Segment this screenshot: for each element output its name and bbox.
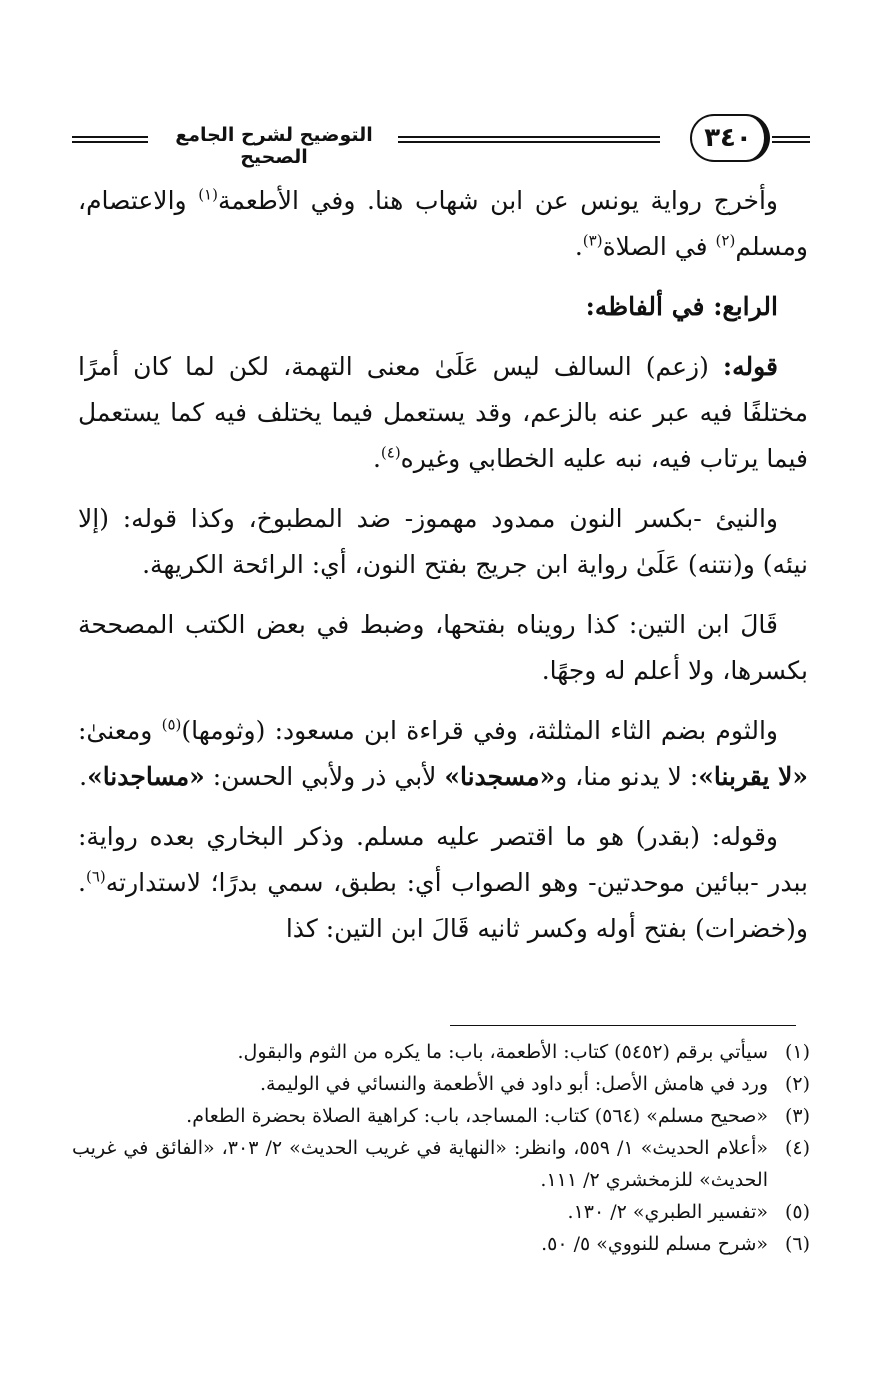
lead-word: قوله: — [722, 352, 778, 381]
footnote-text: ورد في هامش الأصل: أبو داود في الأطعمة والنسائي في الوليمة. — [260, 1073, 768, 1095]
footnote-number: (٣) — [784, 1105, 810, 1127]
footnote-ref-6[interactable]: (٦) — [85, 867, 106, 886]
footnote-ref-4[interactable]: (٤) — [380, 443, 401, 462]
footnote-text: «شرح مسلم للنووي» ٥/ ٥٠. — [541, 1233, 768, 1255]
footnote-item — [72, 1132, 810, 1196]
text-run: والثوم بضم الثاء المثلثة، وفي قراءة ابن مسعود: (وثومها) — [181, 716, 778, 745]
paragraph-6 — [78, 814, 808, 952]
paragraph-3: والنيئ -بكسر النون ممدود مهموز- ضد المطبوخ، وكذا قوله: (إلا نيئه) و(نتنه) عَلَىٰ رواية ابن جريج بفتح النون، أي: الرائحة الكريهة. — [78, 504, 808, 579]
footnote-number: (٥) — [784, 1201, 810, 1223]
text-run: : لا يدنو منا، و — [555, 762, 699, 791]
footnote-item — [72, 1228, 810, 1260]
footnote-text: سيأتي برقم (٥٤٥٢) كتاب: الأطعمة، باب: ما يكره من الثوم والبقول. — [237, 1041, 768, 1063]
footnote-item — [72, 1100, 810, 1132]
header-rule-right — [772, 136, 810, 143]
quoted-term: «لا يقربنا» — [698, 762, 808, 791]
paragraph-5 — [78, 708, 808, 800]
text-run: والاعتصام، ومسلم — [78, 186, 808, 261]
footnote-ref-3[interactable]: (٣) — [582, 231, 603, 250]
text-run: . — [372, 444, 381, 473]
main-text — [78, 178, 808, 966]
footnote-ref-2[interactable]: (٢) — [715, 231, 736, 250]
text-run: وأخرج رواية يونس عن ابن شهاب هنا. وفي الأطعمة — [217, 186, 779, 215]
header-rule-middle — [398, 136, 660, 143]
footnote-item — [72, 1036, 810, 1068]
paragraph-1 — [78, 178, 808, 270]
quoted-term: «مساجدنا» — [87, 762, 205, 791]
footnotes — [72, 1036, 810, 1260]
footnote-item — [72, 1196, 810, 1228]
paragraph-4: قَالَ ابن التين: كذا رويناه بفتحها، وضبط في بعض الكتب المصححة بكسرها، ولا أعلم له وجهًا. — [78, 610, 808, 685]
footnote-number: (٤) — [784, 1137, 810, 1159]
footnote-number: (٦) — [784, 1233, 810, 1255]
section-heading: الرابع: في ألفاظه: — [585, 292, 778, 321]
text-run: لأبي ذر ولأبي الحسن: — [204, 762, 445, 791]
text-run: . و(خضرات) بفتح أوله وكسر ثانيه قَالَ ابن التين: كذا — [78, 868, 808, 943]
footnote-ref-5[interactable]: (٥) — [161, 715, 182, 734]
footnote-text: «صحيح مسلم» (٥٦٤) كتاب: المساجد، باب: كراهية الصلاة بحضرة الطعام. — [186, 1105, 768, 1127]
text-run: . — [79, 762, 88, 791]
text-run: (زعم) السالف ليس عَلَىٰ معنى التهمة، لكن لما كان أمرًا مختلفًا فيه عبر عنه بالزعم، وقد يستعمل فيما يختلف فيه كما يستعمل فيما يرتاب فيه، نبه عليه الخطابي وغيره — [78, 352, 808, 473]
footnote-text: «تفسير الطبري» ٢/ ١٣٠. — [567, 1201, 768, 1223]
footnote-item — [72, 1068, 810, 1100]
text-run: في الصلاة — [602, 232, 716, 261]
text-run: . — [574, 232, 583, 261]
header-title: التوضيح لشرح الجامع الصحيح — [175, 124, 373, 168]
footnote-text: «أعلام الحديث» ١/ ٥٥٩، وانظر: «النهاية في غريب الحديث» ٢/ ٣٠٣، «الفائق في غريب الحديث» للزمخشري ٢/ ١١١. — [72, 1137, 768, 1191]
text-run: وقوله: (بقدر) هو ما اقتصر عليه مسلم. وذكر البخاري بعده رواية: ببدر -ببائين موحدتين- وهو الصواب أي: بطبق، سمي بدرًا؛ لاستدارته — [78, 822, 808, 897]
running-header — [72, 112, 810, 168]
paragraph-2 — [78, 344, 808, 482]
footnote-ref-1[interactable]: (١) — [198, 185, 218, 204]
footnote-separator — [450, 1025, 796, 1026]
footnote-number: (٢) — [784, 1073, 810, 1095]
quoted-term: «مسجدنا» — [444, 762, 556, 791]
header-rule-left — [72, 136, 148, 143]
page-number: ٣٤٠ — [690, 114, 770, 162]
footnote-number: (١) — [784, 1041, 810, 1063]
text-run: ومعنىٰ: — [78, 716, 162, 745]
